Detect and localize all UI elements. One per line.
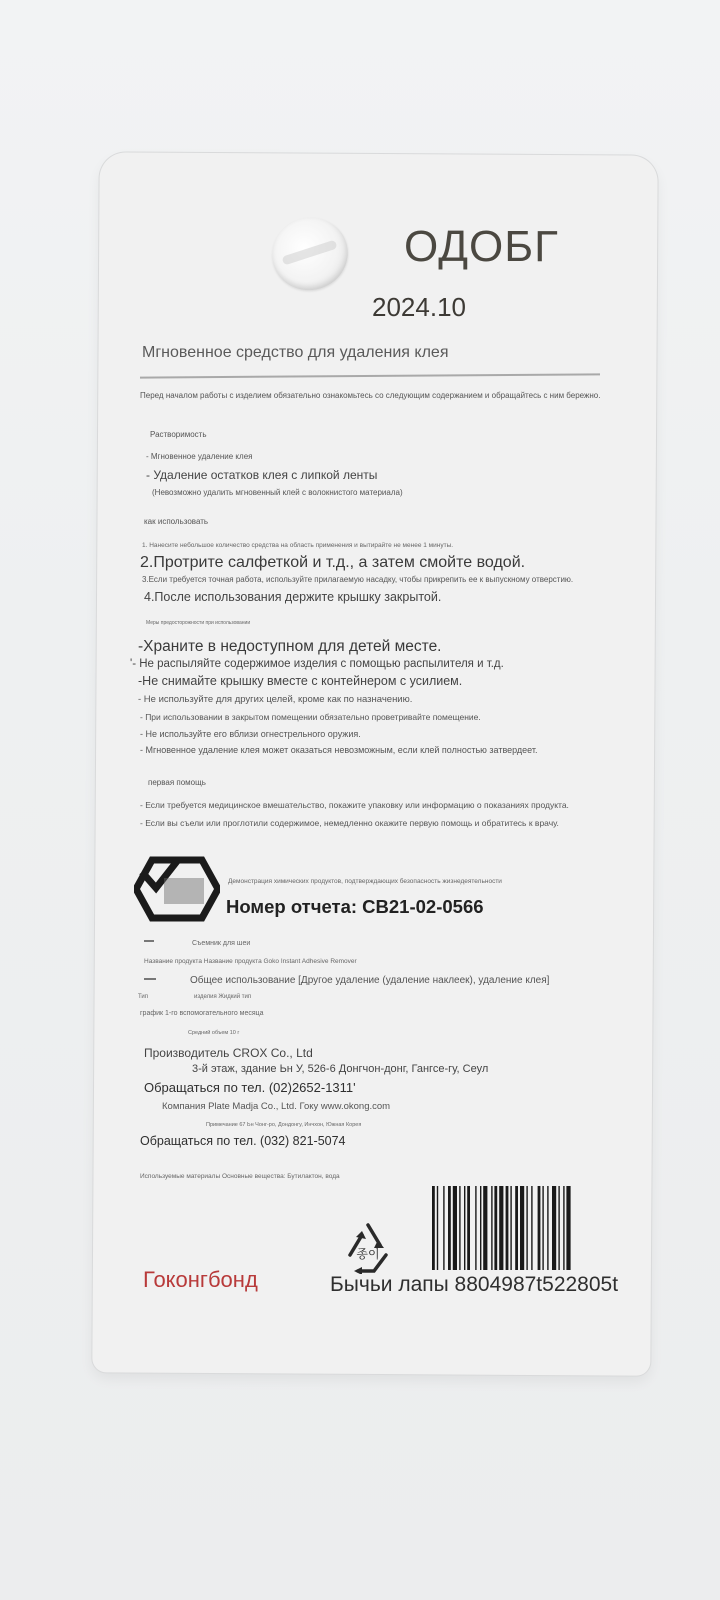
product-date: 2024.10 [372, 292, 466, 322]
barcode-bar [453, 1186, 457, 1270]
materials-text: Используемые материалы Основные вещества: Бутилактон, вода [140, 1173, 340, 1180]
precaution-item: - Мгновенное удаление клея может оказаться невозможным, если клей полностью затвердеет. [140, 745, 538, 755]
barcode-bar [510, 1186, 511, 1270]
schedule-text: график 1-го вспомогательного месяца [140, 1010, 264, 1017]
phone-2: Обращаться по тел. (032) 821-5074 [140, 1134, 346, 1148]
barcode-bar [531, 1186, 532, 1270]
small-icon [144, 978, 156, 980]
manufacturer: Производитель CROX Co., Ltd [144, 1046, 313, 1060]
barcode-bar [542, 1186, 543, 1270]
solubility-item: - Мгновенное удаление клея [146, 452, 253, 461]
usage-heading: как использовать [144, 517, 209, 526]
solubility-item: - Удаление остатков клея с липкой ленты [146, 468, 378, 482]
precaution-item: -Не снимайте крышку вместе с контейнером с усилием. [138, 674, 463, 688]
precaution-item: - Не используйте для других целей, кроме как по назначению. [138, 694, 413, 705]
first-aid-item: - Если вы съели или проглотили содержимое, немедленно окажите первую помощь и обратитесь к врачу. [140, 818, 559, 828]
solubility-heading: Растворимость [150, 430, 207, 439]
product-code: ОДОБГ [404, 222, 559, 271]
barcode-bar [520, 1186, 524, 1270]
type-label: Тип [138, 994, 149, 1000]
precaution-item: - Не используйте его вблизи огнестрельного оружия. [140, 729, 361, 739]
barcode-bar [494, 1186, 497, 1270]
precaution-item: '- Не распыляйте содержимое изделия с помощью распылителя и т.д. [130, 658, 504, 670]
phone-1: Обращаться по тел. (02)2652-1311' [144, 1080, 356, 1095]
precaution-item: - При использовании в закрытом помещении обязательно проветривайте помещение. [140, 712, 481, 722]
product-subtitle: Мгновенное средство для удаления клея [142, 344, 449, 361]
barcode-bar [563, 1186, 564, 1270]
barcode [430, 1186, 612, 1274]
barcode-bar [459, 1186, 460, 1270]
safety-certification-logo [134, 854, 220, 924]
barcode-text: Бычьи лапы 8804987t522805t [330, 1273, 619, 1296]
first-aid-item: - Если требуется медицинское вмешательство, покажите упаковку или информацию о показаниях продукта. [140, 800, 569, 810]
barcode-bar [558, 1186, 559, 1270]
usage-step: 3.Если требуется точная работа, используйте прилагаемую насадку, чтобы прикрепить ее к выпускному отверстию. [142, 575, 574, 584]
barcode-bar [464, 1186, 465, 1270]
first-aid-heading: первая помощь [148, 778, 206, 787]
barcode-bar [443, 1186, 444, 1270]
barcode-bar [448, 1186, 451, 1270]
barcode-bar [552, 1186, 556, 1270]
precautions-heading: Меры предосторожности при использовании [146, 620, 251, 626]
barcode-bar [538, 1186, 541, 1270]
barcode-bar [480, 1186, 481, 1270]
barcode-bar [467, 1186, 470, 1270]
company-info: Компания Plate Madja Co., Ltd. Гоку www.okong.com [162, 1101, 391, 1112]
barcode-bar [547, 1186, 548, 1270]
barcode-bar [475, 1186, 476, 1270]
barcode-bar [526, 1186, 527, 1270]
barcode-bar [566, 1186, 570, 1270]
remover-label: Съемник для шеи [192, 940, 251, 947]
manufacturer-address: 3-й этаж, здание Ьн У, 526-6 Донгчон-донг, Гангсе-гу, Сеул [192, 1063, 489, 1075]
barcode-bar [432, 1186, 435, 1270]
usage-step: 1. Нанесите небольшое количество средства на область применения и вытирайте не менее 1 минуты. [142, 542, 454, 549]
paper-recycle-icon [340, 1222, 396, 1274]
usage-step: 4.После использования держите крышку закрытой. [144, 590, 442, 604]
barcode-bar [499, 1186, 503, 1270]
barcode-bar [437, 1186, 438, 1270]
barcode-bar [515, 1186, 518, 1270]
product-name: Название продукта Название продукта Goko Instant Adhesive Remover [144, 958, 357, 965]
brand-name: Гоконгбонд [143, 1267, 258, 1292]
barcode-bar [483, 1186, 487, 1270]
usage-step: 2.Протрите салфеткой и т.д., а затем смойте водой. [140, 554, 526, 571]
intro-text: Перед началом работы с изделием обязательно ознакомьтесь со следующим содержанием и обращайтесь с ним бережно. [140, 391, 601, 400]
company-note: Примечание 67 Ьн Чонг-ро, Дондонгу, Инчхон, Южная Корея [206, 1122, 362, 1128]
recycle-label: 종이 [356, 1247, 380, 1261]
barcode-bar [491, 1186, 492, 1270]
certification-caption: Демонстрация химических продуктов, подтверждающих безопасность жизнедеятельности [228, 878, 502, 885]
volume-text: Средний объем 10 г [188, 1030, 240, 1036]
solubility-note: (Невозможно удалить мгновенный клей с волокнистого материала) [152, 488, 403, 497]
general-use: Общее использование [Другое удаление (удаление наклеек), удаление клея] [190, 975, 550, 986]
precaution-item: -Храните в недоступном для детей месте. [138, 638, 442, 655]
report-number: Номер отчета: CB21-02-0566 [226, 896, 484, 917]
small-icon [144, 940, 154, 942]
type-value: изделия Жидкий тип [194, 994, 252, 1000]
barcode-bar [506, 1186, 509, 1270]
